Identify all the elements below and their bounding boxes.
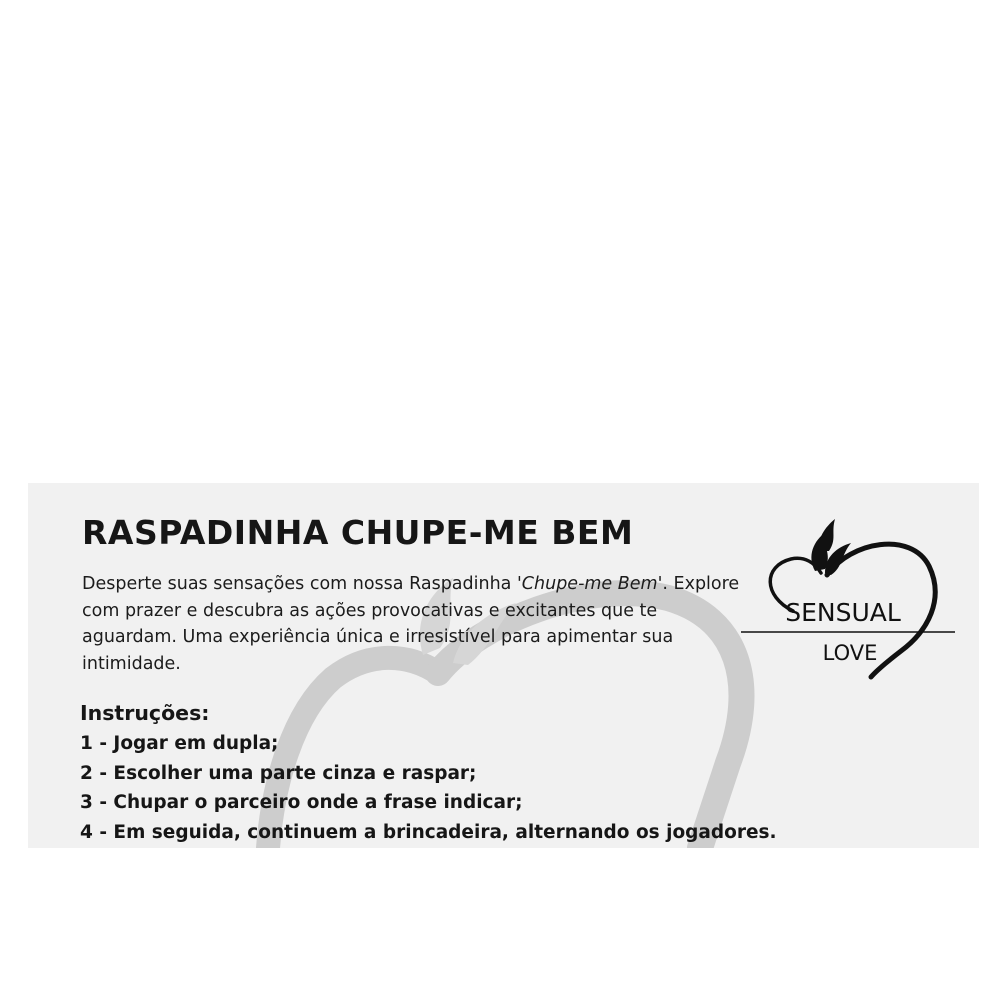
description-product-name: 'Chupe-me Bem' <box>516 574 663 594</box>
brand-logo <box>733 511 958 681</box>
logo-text-sensual: SENSUAL <box>785 598 901 627</box>
page-title: RASPADINHA CHUPE-ME BEM <box>82 513 634 552</box>
instructions-list <box>80 729 777 847</box>
instruction-step: 4 - Em seguida, continuem a brincadeira, alternando os jogadores. <box>80 821 777 843</box>
description-intro: Desperte suas sensações com nossa Raspadinha <box>82 574 517 594</box>
instruction-step: 2 - Escolher uma parte cinza e raspar; <box>80 762 477 784</box>
instruction-step: 3 - Chupar o parceiro onde a frase indicar; <box>80 792 523 813</box>
product-description <box>82 571 752 677</box>
description-body: . Explore com prazer e descubra as ações provocativas e excitantes que te aguardam. Uma experiência única e irresistível para apimentar sua intimidade. <box>82 574 740 674</box>
product-info-card <box>28 483 979 848</box>
logo-text-love: LOVE <box>822 641 878 665</box>
instructions-heading: Instruções: <box>80 701 210 725</box>
instruction-step: 1 - Jogar em dupla; <box>80 733 279 754</box>
